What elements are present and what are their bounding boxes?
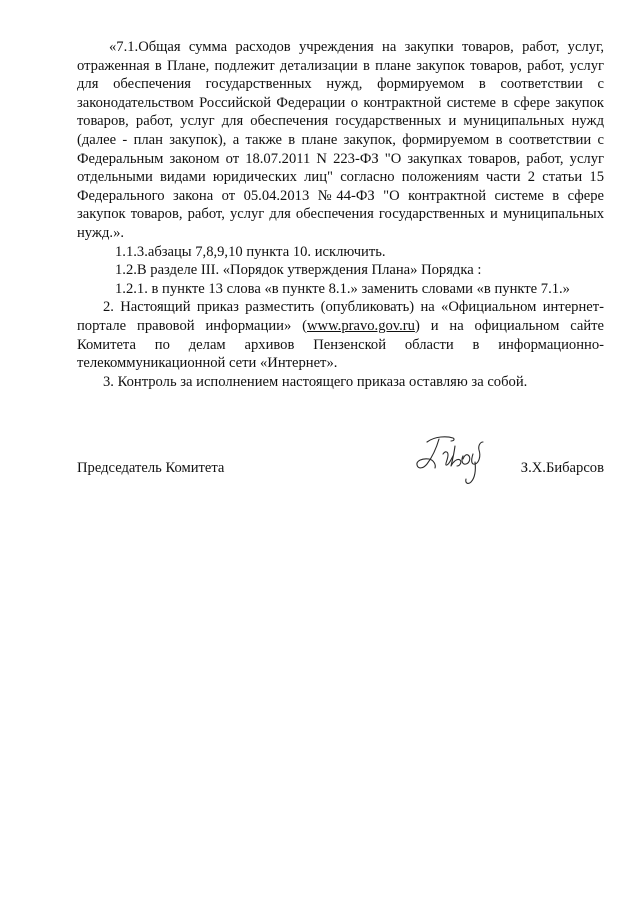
signatory-name: З.Х.Бибарсов (520, 460, 604, 476)
paragraph-2-publication (77, 298, 604, 372)
handwritten-signature (413, 432, 495, 492)
paragraph-2-text-start: 2. Настоящий приказ разместить (опубликовать) на «Официальном интернет-портале правовой информации» ( (77, 299, 604, 334)
paragraph-1-2-1: 1.2.1. в пункте 13 слова «в пункте 8.1.» заменить словами «в пункте 7.1.» (115, 280, 570, 297)
paragraph-7-1: «7.1.Общая сумма расходов учреждения на закупки товаров, работ, услуг, отраженная в Плане, подлежит детализации в плане закупок товаров, работ, услуг для обеспечения государственных нужд, формируемом в соответствии с законодательством Российской Федерации о контрактной системе в сфере закупок товаров, работ, услуг для обеспечения государственных и муниципальных нужд (далее - план закупок), а также в плане закупок, формируемом в соответствии с Федеральным законом от 18.07.2011 N 223-ФЗ "О закупках товаров, работ, услуг отдельными видами юридических лиц" согласно положениям части 2 статьи 15 Федерального закона от 05.04.2013 №44-ФЗ "О контрактной системе в сфере закупок товаров, работ, услуг для обеспечения государственных и муниципальных нужд.». (77, 39, 604, 241)
signatory-title: Председатель Комитета (77, 460, 225, 476)
paragraph-1-2: 1.2.В разделе III. «Порядок утверждения Плана» Порядка : (115, 262, 482, 279)
paragraph-2-text-end: ) и на официальном сайте Комитета по делам архивов Пензенской области в информационно-телекоммуникационной сети «Интернет». (77, 317, 605, 372)
paragraph-1-1-3: 1.1.3.абзацы 7,8,9,10 пункта 10. исключить. (115, 243, 386, 260)
pravo-gov-link[interactable]: www.pravo.gov.ru (307, 317, 415, 334)
order-body (77, 38, 604, 391)
signature-block (77, 459, 604, 483)
paragraph-3-control: 3. Контроль за исполнением настоящего приказа оставляю за собой. (103, 373, 528, 390)
